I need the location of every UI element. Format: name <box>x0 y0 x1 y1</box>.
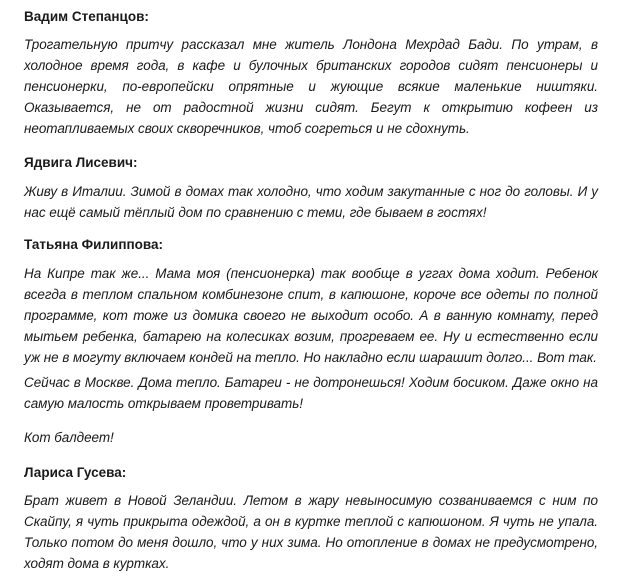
comment-author: Вадим Степанцов: <box>24 9 149 24</box>
comment-paragraph: Брат живет в Новой Зеландии. Летом в жару невыносимую созваниваемся с ним по Скайпу, я чуть прикрыта одеждой, а он в куртке теплой с капюшоном. Я чуть не упала. Только потом до меня дошло, что у них зима. Но отопление в домах не предусмотрено, ходят дома в куртках. <box>24 493 598 571</box>
comment-paragraph: Трогательную притчу рассказал мне житель Лондона Мехрдад Бади. По утрам, в холодное время года, в кафе и булочных британских городов сидят пенсионеры и пенсионерки, по-европейски опрятные и жующие всякие маленькие ништяки. Оказывается, не от радостной жизни сидят. Бегут к открытию кофеен из неотапливаемых своих скворечников, чтоб согреться и не сдохнуть. <box>24 37 598 136</box>
comment-author: Лариса Гусева: <box>24 465 127 480</box>
comment-paragraph: Живу в Италии. Зимой в домах так холодно, что ходим закутанные с ног до головы. И у нас ещё самый тёплый дом по сравнению с теми, где бываем в гостях! <box>24 184 598 220</box>
comment-paragraph: Сейчас в Москве. Дома тепло. Батареи - не дотронешься! Ходим босиком. Даже окно на самую малость открываем проветривать! <box>24 375 598 411</box>
comment-paragraph: На Кипре так же... Мама моя (пенсионерка) так вообще в уггах дома ходит. Ребенок всегда в теплом спальном комбинезоне спит, в капюшоне, короче все одеты по полной программе, кот тоже из домика своего не выходит особо. А в ванную комнату, перед мытьем ребенка, батарею на колесиках возим, прогреваем ее. Ну и естественно если уж не в могуту включаем кондей на тепло. Но накладно если шарашит долго... Вот так. <box>24 266 598 365</box>
comment-author: Татьяна Филиппова: <box>24 237 163 252</box>
comment-author: Ядвига Лисевич: <box>24 155 138 170</box>
comment-paragraph: Кот балдеет! <box>24 430 114 445</box>
